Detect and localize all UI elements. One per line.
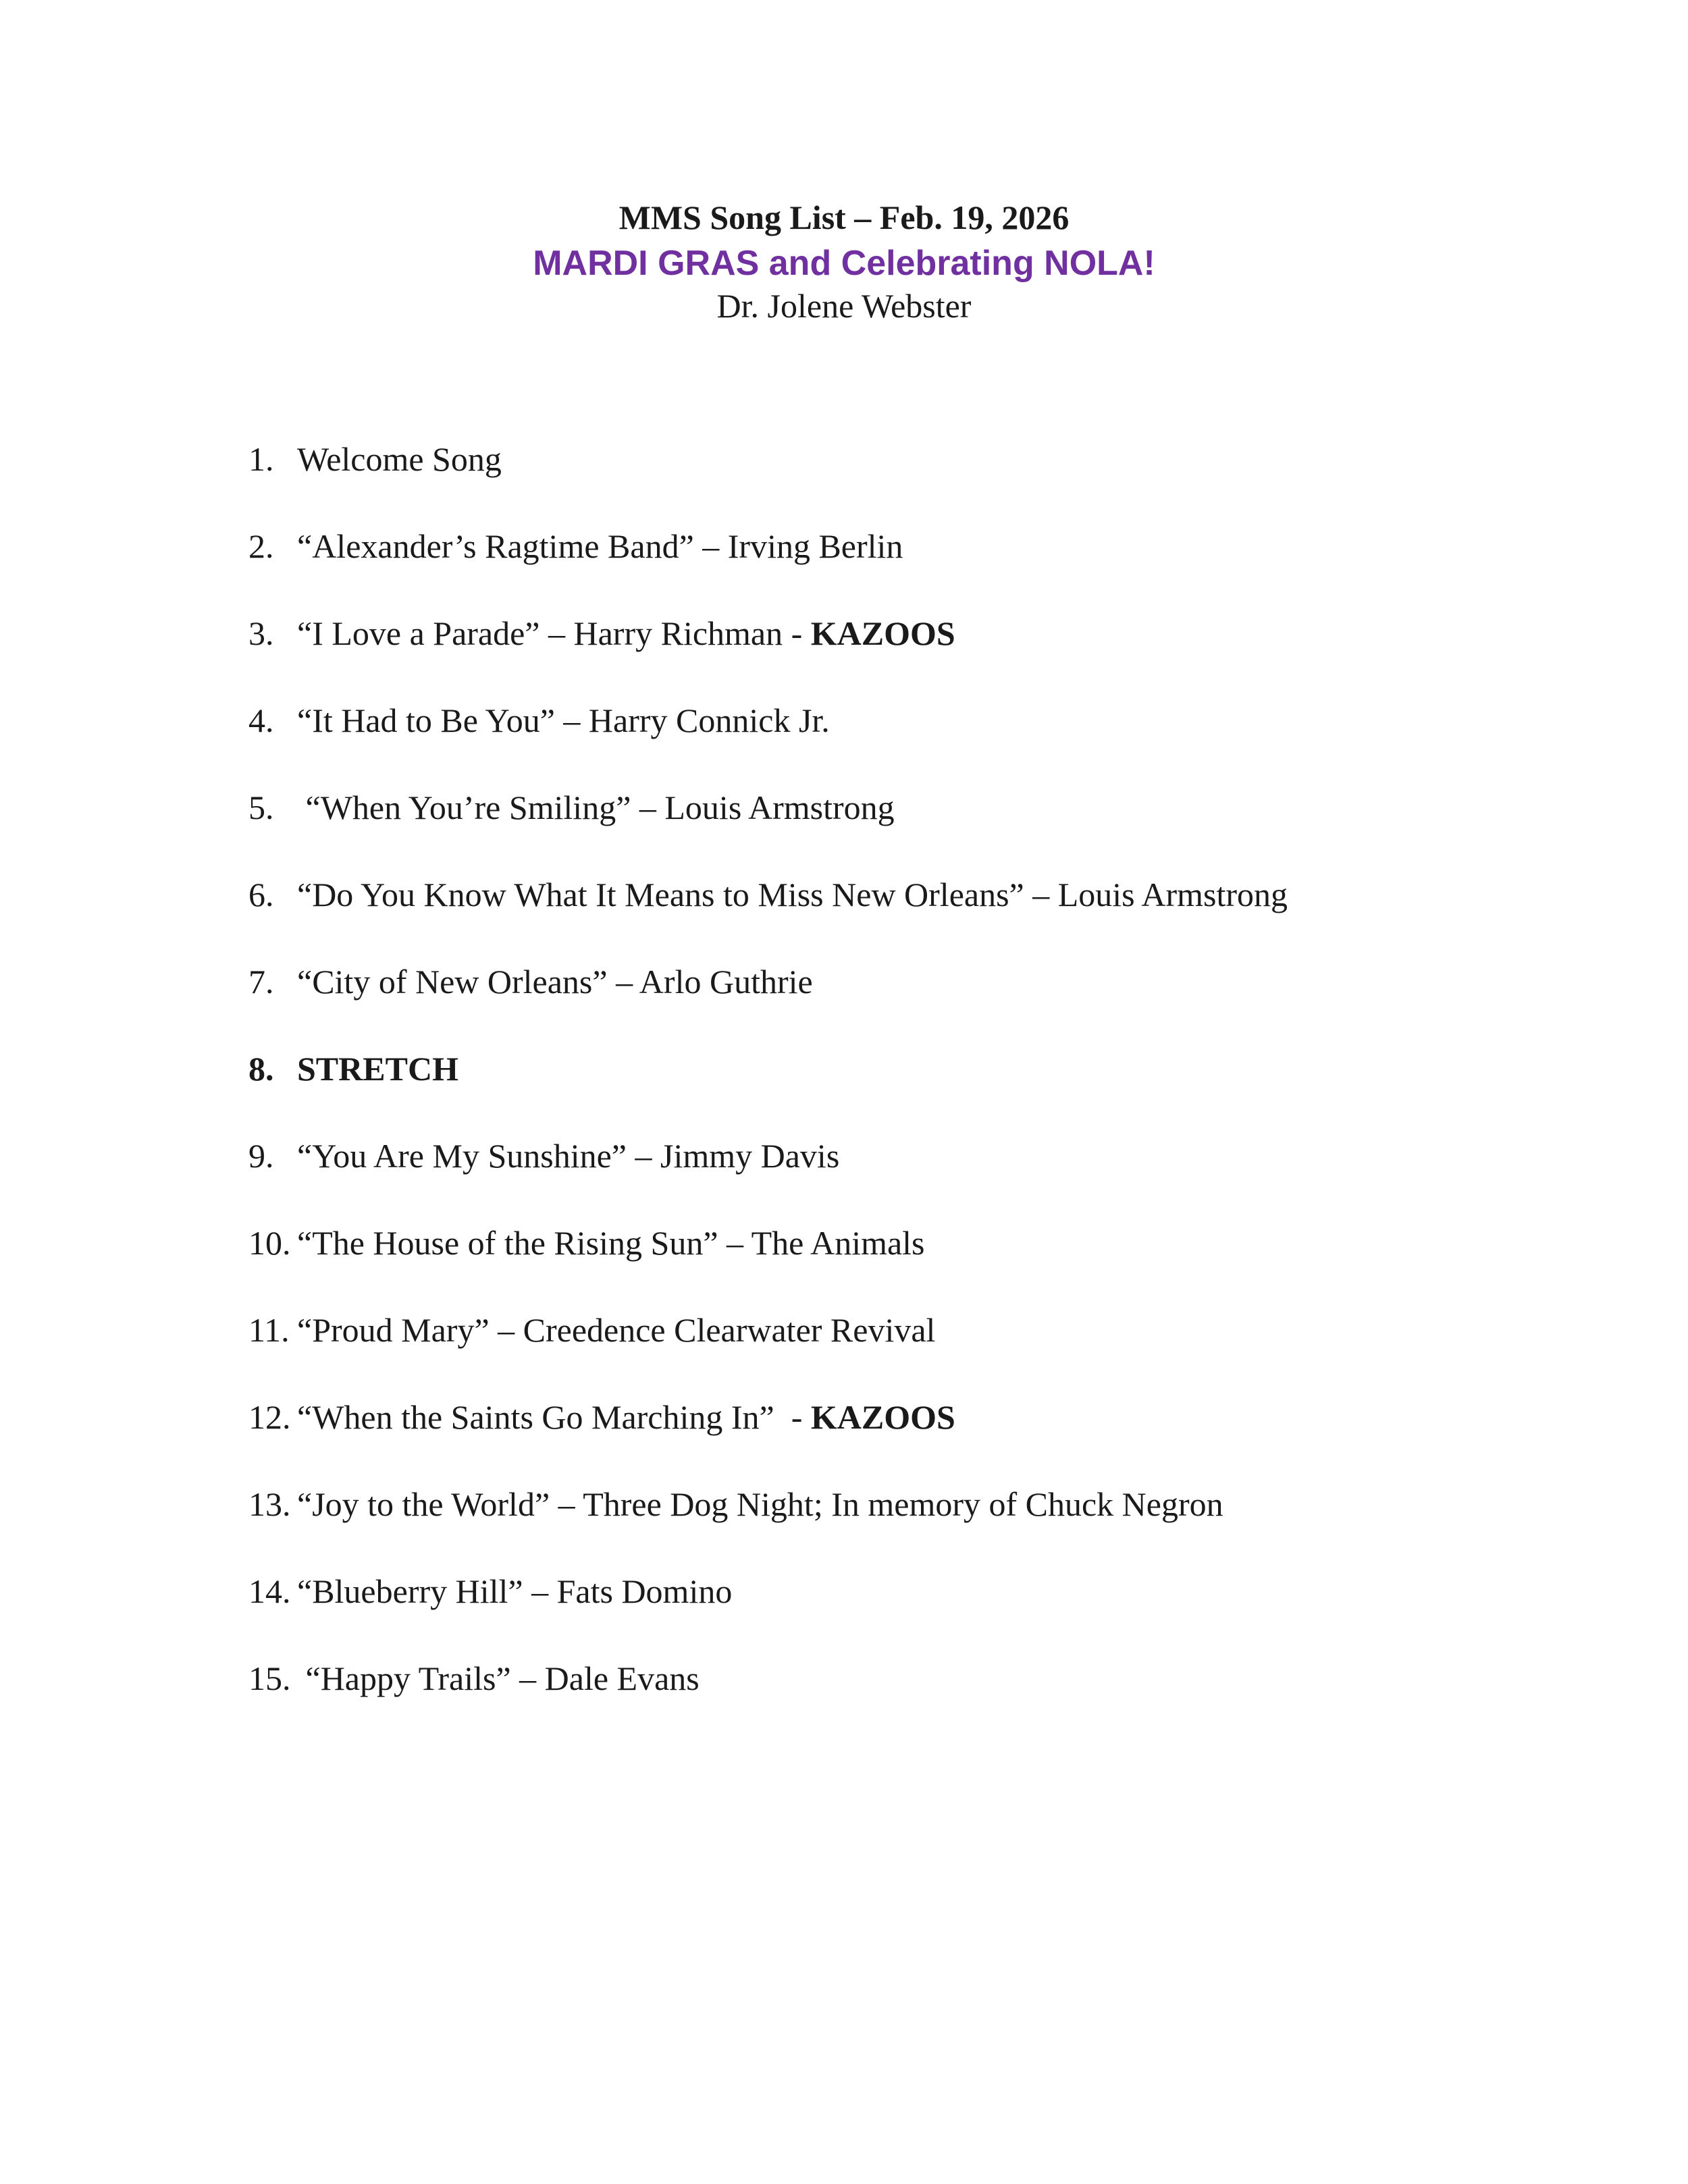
song-number: 14. (248, 1572, 291, 1610)
song-text: STRETCH (297, 1050, 458, 1088)
song-text: “It Had to Be You” – Harry Connick Jr. (297, 701, 830, 739)
song-item-15 (248, 1657, 1531, 1744)
song-number: 7. (248, 963, 274, 1001)
song-number: 6. (248, 876, 274, 913)
song-text: “Proud Mary” – Creedence Clearwater Revival (297, 1311, 936, 1349)
song-text: “The House of the Rising Sun” – The Animals (297, 1224, 925, 1262)
song-item-7 (248, 960, 1531, 1047)
song-item-6 (248, 873, 1531, 960)
song-number: 15. (248, 1659, 291, 1697)
song-item-4 (248, 699, 1531, 786)
kazoos-tag: KAZOOS (810, 1398, 955, 1436)
song-item-3 (248, 612, 1531, 699)
song-text: “Joy to the World” – Three Dog Night; In memory of Chuck Negron (297, 1485, 1223, 1523)
song-number: 1. (248, 440, 274, 478)
page-title: MMS Song List – Feb. 19, 2026 (618, 198, 1070, 236)
song-text: “Happy Trails” – Dale Evans (297, 1659, 700, 1697)
song-item-12 (248, 1395, 1531, 1483)
song-item-8 (248, 1047, 1531, 1134)
song-number: 8. (248, 1050, 274, 1088)
song-number: 5. (248, 789, 274, 826)
song-text: “I Love a Parade” – Harry Richman - (297, 614, 811, 652)
song-item-10 (248, 1221, 1531, 1308)
song-number: 2. (248, 527, 274, 565)
kazoos-tag: KAZOOS (810, 614, 955, 652)
song-number: 10. (248, 1224, 291, 1262)
song-item-2 (248, 525, 1531, 612)
song-text: “City of New Orleans” – Arlo Guthrie (297, 963, 813, 1001)
song-text: “When the Saints Go Marching In” - (297, 1398, 811, 1436)
song-number: 9. (248, 1137, 274, 1175)
song-number: 11. (248, 1311, 290, 1349)
song-text: “Blueberry Hill” – Fats Domino (297, 1572, 733, 1610)
song-text: “Do You Know What It Means to Miss New Orleans” – Louis Armstrong (297, 876, 1288, 913)
song-item-9 (248, 1134, 1531, 1221)
song-text: Welcome Song (297, 440, 502, 478)
song-number: 12. (248, 1398, 291, 1436)
song-item-13 (248, 1483, 1531, 1570)
song-item-14 (248, 1570, 1531, 1657)
author-name: Dr. Jolene Webster (716, 287, 972, 325)
song-list (248, 437, 1531, 1744)
page-subtitle: MARDI GRAS and Celebrating NOLA! (533, 244, 1155, 283)
song-number: 13. (248, 1485, 291, 1523)
song-text: “When You’re Smiling” – Louis Armstrong (297, 789, 895, 826)
song-text: “You Are My Sunshine” – Jimmy Davis (297, 1137, 840, 1175)
song-item-5 (248, 786, 1531, 873)
song-item-1 (248, 437, 1531, 525)
song-item-11 (248, 1308, 1531, 1395)
song-number: 4. (248, 701, 274, 739)
song-text: “Alexander’s Ragtime Band” – Irving Berlin (297, 527, 903, 565)
song-number: 3. (248, 614, 274, 652)
